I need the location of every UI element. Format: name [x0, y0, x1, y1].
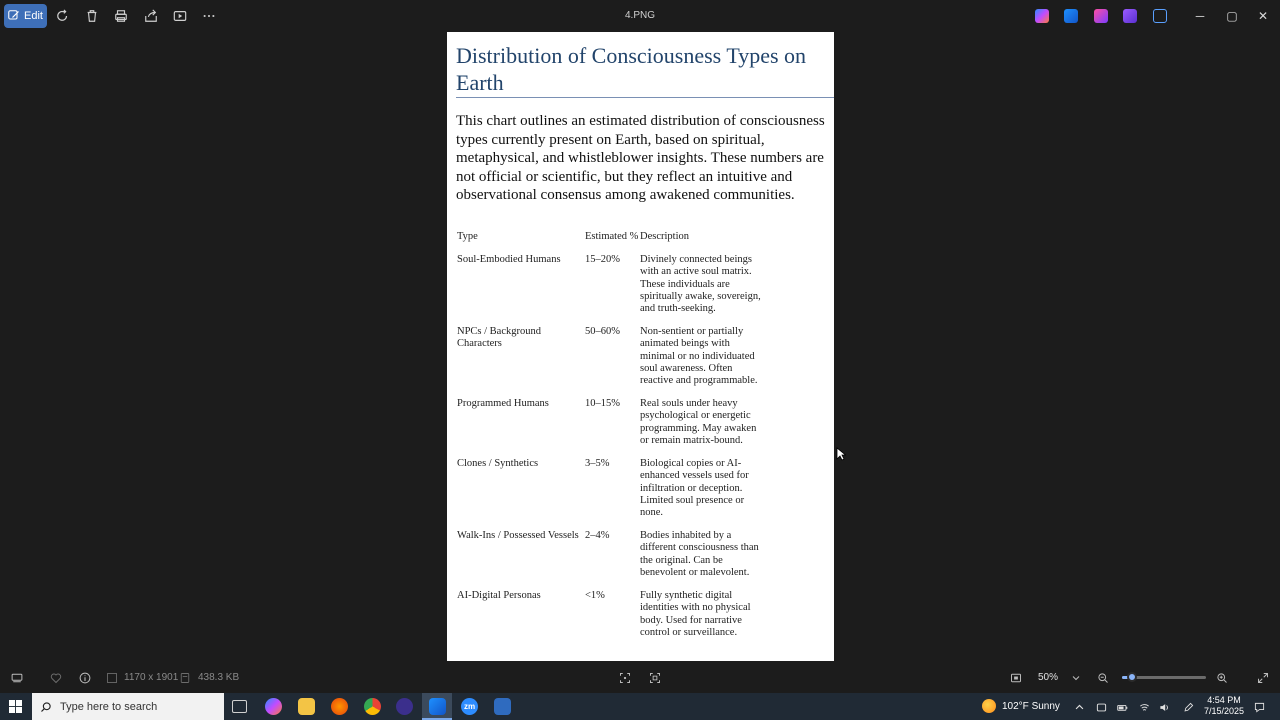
- zoom-app-icon[interactable]: zm: [461, 698, 478, 715]
- favorite-heart-icon[interactable]: [49, 671, 63, 685]
- maximize-icon[interactable]: ▢: [1226, 9, 1238, 23]
- top-toolbar: [0, 0, 1280, 32]
- copilot-taskbar-icon[interactable]: [265, 698, 282, 715]
- image-canvas[interactable]: [447, 32, 834, 661]
- mouse-cursor-icon: [836, 447, 846, 461]
- row-desc: Fully synthetic digital identities with no physical body. Used for narrative control or surveillance.: [640, 590, 751, 638]
- visual-search-icon[interactable]: [648, 671, 662, 685]
- clock-time: 4:54 PM: [1207, 695, 1241, 705]
- intro-paragraph: This chart outlines an estimated distribution of consciousness types currently present on Earth, based on spiritual, metaphysical, and whistleblower insights. These numbers are not official or scientific, but they reflect an intuitive and observational consensus among awakened communities.: [456, 113, 825, 203]
- row-desc: Real souls under heavy psychological or energetic programming. May awaken or remain matrix-bound.: [640, 398, 757, 446]
- row-pct: 3–5%: [585, 458, 610, 469]
- zoom-slider[interactable]: [1122, 676, 1206, 679]
- row-type: NPCs / Background Characters: [457, 326, 541, 350]
- dimensions-icon: [105, 671, 119, 685]
- chrome-icon[interactable]: [364, 698, 381, 715]
- window-title: 4.PNG: [624, 10, 655, 21]
- file-explorer-icon[interactable]: [298, 698, 315, 715]
- row-type: Clones / Synthetics: [457, 458, 539, 469]
- share-icon[interactable]: [143, 8, 159, 24]
- row-desc: Non-sentient or partially animated beings with minimal or no individuated soul awareness. Often reactive and programmable.: [640, 326, 758, 387]
- crop-select-icon[interactable]: [618, 671, 632, 685]
- image-dimensions: 1170 x 1901: [124, 672, 179, 683]
- filmstrip-icon[interactable]: [10, 671, 24, 685]
- page-title: Distribution of Consciousness Types on Earth: [456, 43, 807, 95]
- meet-icon[interactable]: [1095, 701, 1107, 713]
- pen-icon[interactable]: [1182, 701, 1194, 713]
- taskbar-clock[interactable]: [1198, 695, 1250, 717]
- status-bar: [0, 661, 1280, 693]
- search-icon: [40, 701, 52, 713]
- more-options-icon[interactable]: [201, 8, 217, 24]
- row-pct: 15–20%: [585, 254, 620, 265]
- clock-date: 7/15/2025: [1203, 706, 1245, 716]
- app-taskbar-icon[interactable]: [396, 698, 413, 715]
- row-pct: 10–15%: [585, 398, 620, 409]
- table-header: [457, 231, 827, 245]
- row-desc: Biological copies or AI-enhanced vessels used for infiltration or deception. Limited soul presence or none.: [640, 458, 749, 519]
- header-description: Description: [640, 231, 689, 242]
- weather-widget[interactable]: [982, 699, 1060, 713]
- taskbar-search-box[interactable]: [32, 693, 224, 720]
- file-size-icon: [178, 671, 192, 685]
- edit-pencil-icon: [8, 10, 20, 22]
- search-input[interactable]: [60, 701, 210, 713]
- row-pct: 50–60%: [585, 326, 620, 337]
- row-type: Walk-Ins / Possessed Vessels: [457, 530, 579, 541]
- zoom-out-icon[interactable]: [1096, 671, 1110, 685]
- task-view-icon[interactable]: [232, 700, 247, 713]
- remote-desktop-icon[interactable]: [494, 698, 511, 715]
- header-type: Type: [457, 231, 478, 242]
- wifi-icon[interactable]: [1138, 701, 1150, 713]
- notification-icon[interactable]: [1253, 701, 1265, 713]
- copilot-icon[interactable]: [1035, 9, 1049, 23]
- windows-start-icon[interactable]: [9, 700, 22, 713]
- firefox-icon[interactable]: [331, 698, 348, 715]
- zoom-level[interactable]: 50%: [1038, 672, 1059, 683]
- create-icon[interactable]: [1123, 9, 1137, 23]
- weather-text: 102°F Sunny: [1002, 700, 1060, 712]
- print-icon[interactable]: [113, 8, 129, 24]
- row-type: AI-Digital Personas: [457, 590, 541, 601]
- battery-icon[interactable]: [1116, 701, 1128, 713]
- row-pct: 2–4%: [585, 530, 610, 541]
- zoom-in-icon[interactable]: [1215, 671, 1229, 685]
- title-divider: [456, 97, 834, 98]
- onedrive-cloud-icon[interactable]: [1153, 9, 1167, 23]
- file-size: 438.3 KB: [198, 672, 240, 683]
- minimize-icon[interactable]: ─: [1195, 9, 1205, 23]
- designer-icon[interactable]: [1064, 9, 1078, 23]
- row-type: Soul-Embodied Humans: [457, 254, 561, 265]
- header-estimated: Estimated %: [585, 231, 639, 242]
- clipchamp-icon[interactable]: [1094, 9, 1108, 23]
- row-pct: <1%: [585, 590, 605, 601]
- row-desc: Bodies inhabited by a different consciousness than the original. Can be benevolent or malevolent.: [640, 530, 759, 578]
- edit-button-label: Edit: [24, 10, 43, 22]
- windows-taskbar: [0, 693, 1280, 720]
- sun-icon: [982, 699, 996, 713]
- slideshow-icon[interactable]: [172, 8, 188, 24]
- edit-button[interactable]: [4, 4, 47, 28]
- fit-to-window-icon[interactable]: [1009, 671, 1023, 685]
- rotate-icon[interactable]: [55, 8, 71, 24]
- row-desc: Divinely connected beings with an active soul matrix. These individuals are spiritually awake, sovereign, and truth-seeking.: [640, 254, 761, 315]
- row-type: Programmed Humans: [457, 398, 549, 409]
- full-screen-icon[interactable]: [1256, 671, 1270, 685]
- delete-icon[interactable]: [84, 8, 100, 24]
- photos-taskbar-icon[interactable]: [429, 698, 446, 715]
- chevron-down-icon[interactable]: [1069, 671, 1083, 685]
- chevron-up-icon[interactable]: [1073, 701, 1085, 713]
- info-icon[interactable]: [78, 671, 92, 685]
- volume-icon[interactable]: [1158, 701, 1170, 713]
- close-icon[interactable]: ✕: [1257, 9, 1269, 23]
